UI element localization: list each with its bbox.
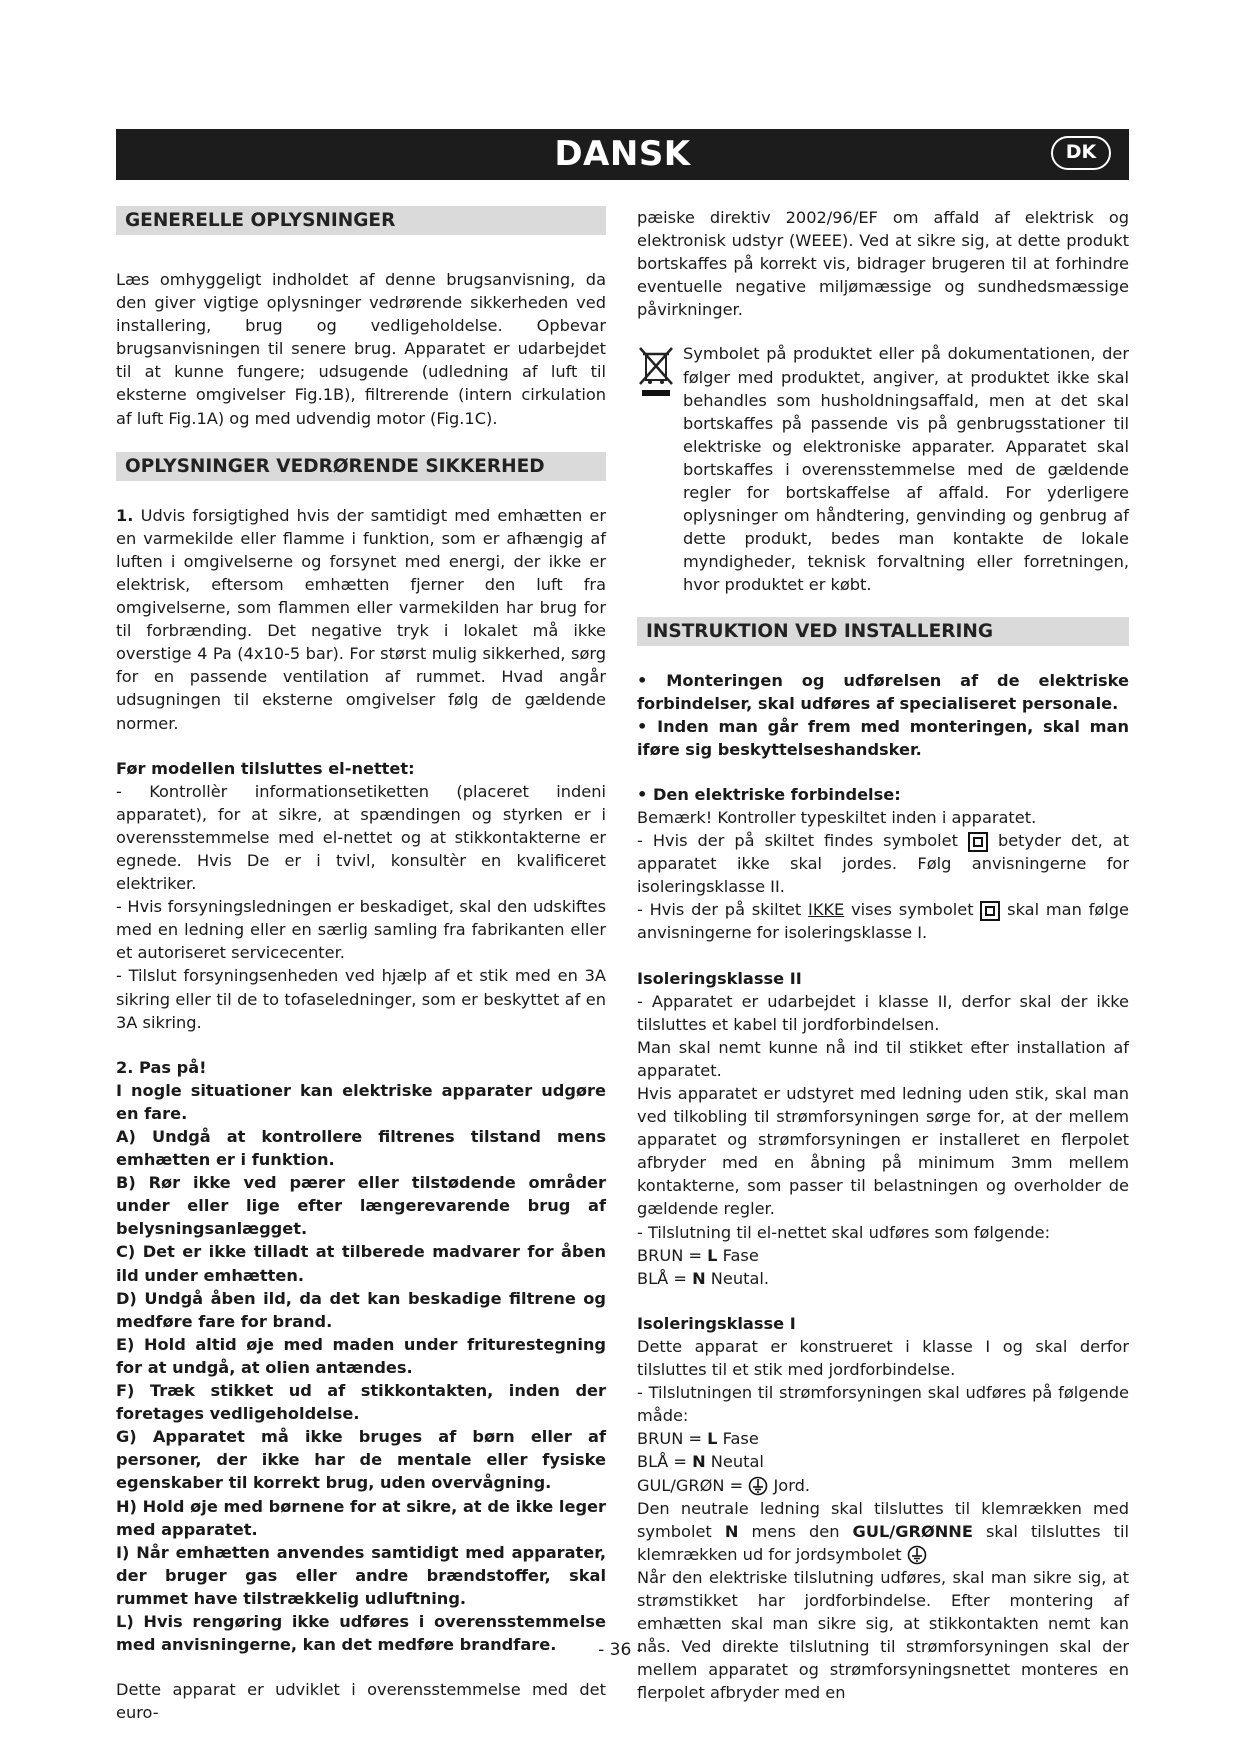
double-square-icon	[968, 832, 988, 852]
language-banner	[116, 129, 1129, 180]
before-connecting-title: Før modellen tilsluttes el-nettet:	[116, 758, 415, 778]
language-badge: DK	[1051, 136, 1111, 170]
class1-a: Dette apparat er konstrueret i klasse I og skal derfor tilsluttes til et stik med jordforbindelse.	[637, 1336, 1129, 1380]
section-heading-general: GENERELLE OPLYSNINGER	[116, 206, 606, 235]
ground-paragraph: Når den elektriske tilslutning udføres, skal man sikre sig, at strømstikket har jordforbindelse. Efter montering af emhætten skal man sikre sig, at stikkontakten nemt kan nås. Ved direkte tilslutning til strømforsyningen skal der mellem apparatet og strømforsyningsnettet monteres en flerpolet afbryder med en	[637, 1567, 1129, 1703]
class2-title: Isoleringsklasse II	[637, 968, 802, 988]
caution-intro: I nogle situationer kan elektriske apparater udgøre en fare.	[116, 1080, 606, 1123]
caution-item: L) Hvis rengøring ikke udføres i overensstemmelse med anvisningerne, kan det medføre brandfare.	[116, 1611, 606, 1655]
wire-blue-2: BLÅ = N Neutal	[637, 1452, 764, 1472]
earth-icon	[907, 1545, 927, 1565]
wire-brown: BRUN = L Fase	[637, 1245, 759, 1265]
class2-d: - Tilslutning til el-nettet skal udføres som følgende:	[637, 1222, 1051, 1242]
caution-title: 2. Pas på!	[116, 1057, 207, 1077]
caution-item: C) Det er ikke tilladt at tilberede madvarer for åben ild under emhætten.	[116, 1242, 606, 1285]
install-bullet-3: • Den elektriske forbindelse:	[637, 784, 901, 804]
class1-title: Isoleringsklasse I	[637, 1313, 796, 1333]
wire-brown-2: BRUN = L Fase	[637, 1429, 759, 1449]
caution-item: E) Hold altid øje med maden under friturestegning for at undgå, at olien antændes.	[116, 1334, 606, 1377]
page-title: DANSK	[554, 134, 691, 174]
wire-blue: BLÅ = N Neutal.	[637, 1268, 770, 1288]
caution-item: I) Når emhætten anvendes samtidigt med apparater, der bruger gas eller andre brændstoffer, skal rummet have tilstrækkelig udluftning.	[116, 1542, 606, 1608]
before-connecting-c: - Tilslut forsyningsenheden ved hjælp af et stik med en 3A sikring eller til de to tofaseledninger, som er beskyttet af en 3A sikring.	[116, 966, 606, 1032]
weee-block	[637, 342, 1129, 596]
electric-note: Bemærk! Kontroller typeskiltet inden i apparatet.	[637, 807, 1037, 827]
section-heading-installation: INSTRUKTION VED INSTALLERING	[637, 617, 1129, 646]
caution-item: G) Apparatet må ikke bruges af børn eller af personer, der ikke har de mentale eller fysiske egenskaber til korrekt brug, uden overvågning.	[116, 1427, 606, 1493]
caution-item: B) Rør ikke ved pærer eller tilstødende områder under eller lige efter længerevarende brug af belysningsanlægget.	[116, 1173, 606, 1239]
weee-paragraph: Symbolet på produktet eller på dokumentationen, der følger med produktet, angiver, at produktet ikke skal behandles som husholdningsaffald, men at det skal bortskaffes på passende vis på genbrugsstationer til elektriske og elektroniske apparater. Apparatet skal bortskaffes i overensstemmelse med de gældende regler for bortskaffelse af affald. For yderligere oplysninger om håndtering, genvinding og genbrug af dette produkt, bedes man kontakte de lokale myndigheder, teknisk forvaltning eller forretningen, hvor produktet er købt.	[683, 344, 1129, 595]
caution-item: H) Hold øje med børnene for at sikre, at de ikke leger med apparatet.	[116, 1496, 606, 1539]
caution-item: D) Undgå åben ild, da det kan beskadige filtrene og medføre fare for brand.	[116, 1288, 606, 1331]
class2-a: - Apparatet er udarbejdet i klasse II, derfor skal der ikke tilsluttes et kabel til jordforbindelsen.	[637, 991, 1129, 1034]
class1-symbol-line: - Hvis der på skiltet IKKE vises symbolet skal man følge anvisningerne for isoleringsklasse I.	[637, 900, 1129, 943]
caution-item: F) Træk stikket ud af stikkontakten, inden der foretages vedligeholdelse.	[116, 1381, 606, 1424]
page-number: - 36 -	[598, 1640, 643, 1660]
neutral-paragraph: Den neutrale ledning skal tilsluttes til klemrækken med symbolet N mens den GUL/GRØNNE skal tilsluttes til klemrækken ud for jordsymbolet	[637, 1498, 1129, 1564]
crossed-bin-icon	[637, 344, 675, 398]
install-bullet-1: • Monteringen og udførelsen af de elektriske forbindelser, skal udføres af specialiseret personale.	[637, 670, 1129, 713]
safety-paragraph-1: 1. Udvis forsigtighed hvis der samtidigt med emhætten er en varmekilde eller flamme i funktion, som er afhængig af luften i omgivelserne og forsynet med energi, der ikke er elektrisk, eftersom emhætten fjerner den luft fra omgivelserne, som flammen eller varmekilden har brug for til forbrænding. Det negative tryk i lokalet må ikke overstige 4 Pa (4x10-5 bar). For størst mulig sikkerhed, sørg for en passende ventilation af rummet. Hvad angår udsugningen til eksterne omgivelser følg de gældende normer.	[116, 505, 606, 733]
caution-item: A) Undgå at kontrollere filtrenes tilstand mens emhætten er i funktion.	[116, 1127, 606, 1170]
class2-c: Hvis apparatet er udstyret med ledning uden stik, skal man ved tilkobling til strømforsyningen sørge for, at der mellem apparatet og strømforsyningen er installeret en flerpolet afbryder med en åbning på minimum 3mm mellem kontakterne, som passer til belastningen og overholder de gældende regler.	[637, 1084, 1129, 1219]
section-heading-safety: OPLYSNINGER VEDRØRENDE SIKKERHED	[116, 452, 606, 481]
before-connecting-a: - Kontrollèr informationsetiketten (placeret indeni apparatet), for at sikre, at spændingen og styrken er i overensstemmelse med el-nettet og at stikkontakterne er egnede. Hvis De er i tvivl, konsultèr en kvalificeret elektriker.	[116, 781, 606, 894]
wire-yellow-green: GUL/GRØN = Jord.	[637, 1475, 811, 1495]
right-column	[637, 206, 1129, 1704]
general-paragraph: Læs omhyggeligt indholdet af denne brugsanvisning, da den giver vigtige oplysninger vedrørende sikkerheden ved installering, brug og vedligeholdelse. Opbevar brugsanvisningen til senere brug. Apparatet er udarbejdet til at kunne fungere; udsugende (udledning af luft til eksterne omgivelser Fig.1B), filtrerende (intern cirkulation af luft Fig.1A) og med udvendig motor (Fig.1C).	[116, 270, 606, 428]
class2-b: Man skal nemt kunne nå ind til stikket efter installation af apparatet.	[637, 1037, 1129, 1080]
earth-icon	[748, 1476, 768, 1496]
class2-symbol-line: - Hvis der på skiltet findes symbolet betyder det, at apparatet ikke skal jordes. Følg anvisningerne for isoleringsklasse II.	[637, 831, 1129, 897]
install-bullet-2: • Inden man går frem med monteringen, skal man iføre sig beskyttelseshandsker.	[637, 716, 1129, 759]
class1-b: - Tilslutningen til strømforsyningen skal udføres på følgende måde:	[637, 1383, 1129, 1426]
directive-paragraph-end: pæiske direktiv 2002/96/EF om affald af elektrisk og elektronisk udstyr (WEEE). Ved at sikre sig, at dette produkt bortskaffes på korrekt vis, bidrager brugeren til at forhindre eventuelle negative miljømæssige og sundhedsmæssige påvirkninger.	[637, 208, 1129, 320]
before-connecting-b: - Hvis forsyningsledningen er beskadiget, skal den udskiftes med en ledning eller en særlig samling fra fabrikanten eller et autoriseret servicecenter.	[116, 897, 606, 963]
directive-paragraph-start: Dette apparat er udviklet i overensstemmelse med det euro-	[116, 1680, 606, 1723]
double-square-icon	[980, 901, 1000, 921]
left-column	[116, 206, 606, 1724]
